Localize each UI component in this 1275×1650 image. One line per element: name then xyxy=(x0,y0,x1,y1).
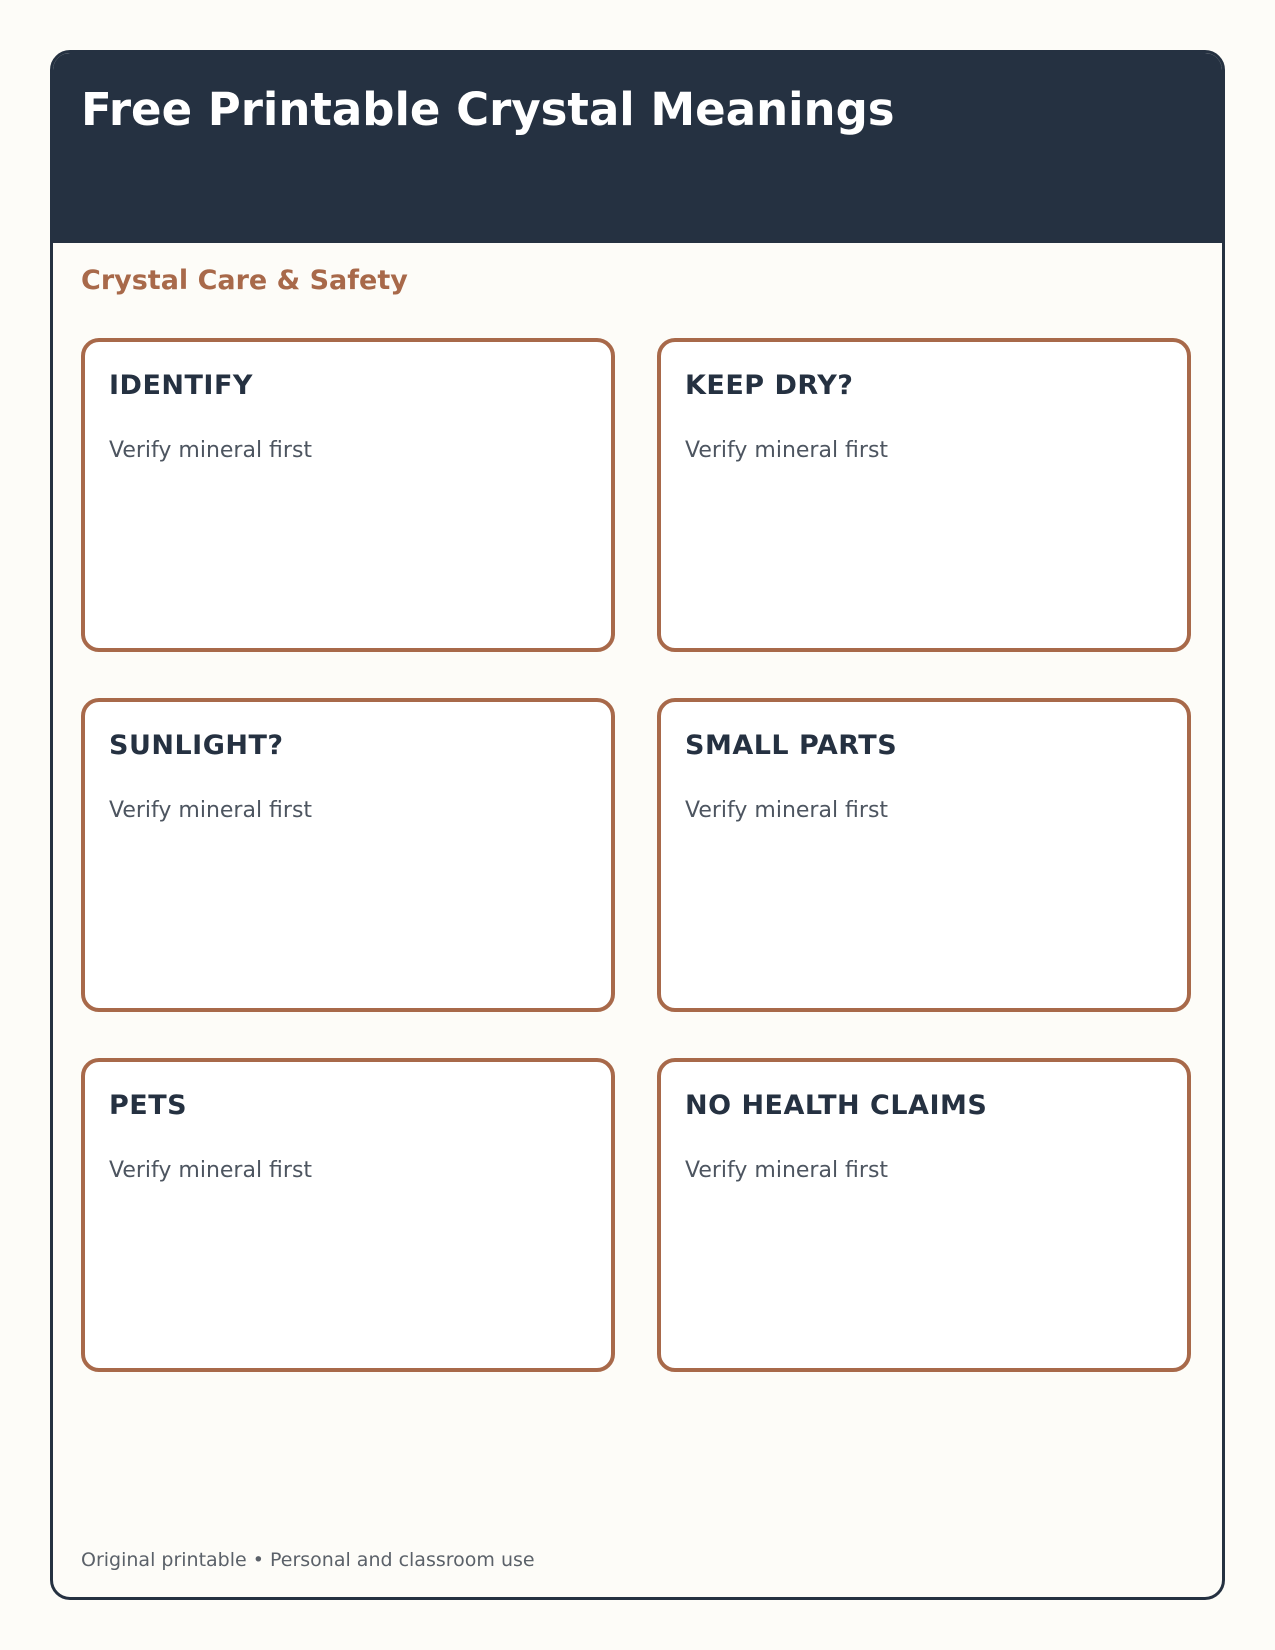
card-title: IDENTIFY xyxy=(109,370,253,401)
card-grid xyxy=(81,338,1191,1372)
card-title: NO HEALTH CLAIMS xyxy=(685,1090,988,1121)
card-text: Verify mineral first xyxy=(109,798,313,823)
card-title: PETS xyxy=(109,1090,188,1121)
card-text: Verify mineral first xyxy=(109,1158,313,1183)
card-text: Verify mineral first xyxy=(109,438,313,463)
footer-note: Original printable • Personal and classroom use xyxy=(81,1549,535,1571)
card-text: Verify mineral first xyxy=(685,798,889,823)
section-title: Crystal Care & Safety xyxy=(81,265,408,296)
card-keep-dry xyxy=(657,338,1191,652)
card-sunlight xyxy=(81,698,615,1012)
card-small-parts xyxy=(657,698,1191,1012)
card-pets xyxy=(81,1058,615,1372)
printable-sheet xyxy=(50,50,1225,1600)
header-banner xyxy=(53,53,1222,243)
card-text: Verify mineral first xyxy=(685,1158,889,1183)
page-title: Free Printable Crystal Meanings xyxy=(81,83,895,136)
card-text: Verify mineral first xyxy=(685,438,889,463)
card-identify xyxy=(81,338,615,652)
card-title: SMALL PARTS xyxy=(685,730,898,761)
card-title: SUNLIGHT? xyxy=(109,730,284,761)
card-title: KEEP DRY? xyxy=(685,370,854,401)
card-no-health-claims xyxy=(657,1058,1191,1372)
